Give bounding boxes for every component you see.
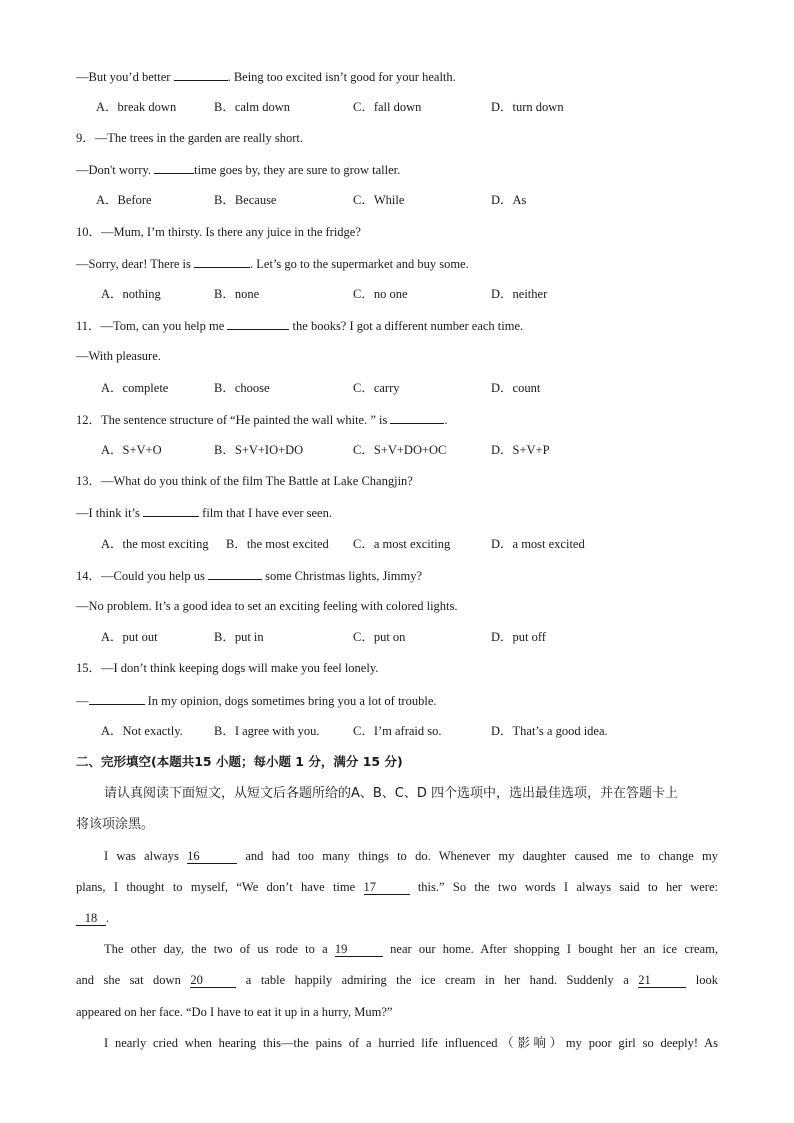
q10-text-a: —Sorry, dear! There is bbox=[76, 257, 195, 271]
passage-p3-line1: I nearly cried when hearing this—the pains of a hurried life influenced（影响）my poor girl so deeply! As bbox=[104, 1036, 718, 1050]
q12-answer-blank[interactable] bbox=[390, 411, 444, 424]
q14-response: —No problem. It’s a good idea to set an exciting feeling with colored lights. bbox=[76, 599, 458, 613]
q14-text-a: 14．—Could you help us bbox=[76, 569, 208, 583]
q15-text-a: — bbox=[76, 694, 89, 708]
q12-option-b[interactable]: B．S+V+IO+DO bbox=[214, 443, 304, 457]
q13-option-c[interactable]: C．a most exciting bbox=[353, 537, 451, 551]
q15-response-line bbox=[76, 692, 437, 709]
passage-text: look bbox=[686, 973, 719, 987]
passage-text: a table happily admiring the ice cream in her hand. Suddenly a bbox=[236, 973, 639, 987]
passage-text: The other day, the two of us rode to a bbox=[104, 942, 335, 956]
q11-answer-blank[interactable] bbox=[227, 317, 289, 330]
q12-question-line bbox=[76, 411, 448, 428]
q8-options bbox=[0, 99, 794, 115]
q14-answer-blank[interactable] bbox=[208, 567, 262, 580]
q15-text-b: In my opinion, dogs sometimes bring you a lot of trouble. bbox=[144, 694, 437, 708]
cloze-blank-16[interactable]: 16 bbox=[187, 849, 237, 864]
q11-text-a: 11．—Tom, can you help me bbox=[76, 319, 228, 333]
q15-option-d[interactable]: D．That’s a good idea. bbox=[491, 724, 608, 738]
q11-option-d[interactable]: D．count bbox=[491, 381, 541, 395]
q8-option-a[interactable]: A．break down bbox=[96, 100, 177, 114]
q14-option-b[interactable]: B．put in bbox=[214, 630, 264, 644]
q13-response-line bbox=[76, 504, 332, 521]
passage-text: plans, I thought to myself, “We don’t have time bbox=[76, 880, 364, 894]
cloze-blank-21[interactable]: 21 bbox=[638, 973, 686, 988]
q9-option-b[interactable]: B．Because bbox=[214, 193, 277, 207]
q8-text-a: —But you’d better bbox=[76, 70, 174, 84]
q14-option-c[interactable]: C．put on bbox=[353, 630, 406, 644]
passage-text: near our home. After shopping I bought her an ice cream, bbox=[382, 942, 718, 956]
passage-p2-line1 bbox=[104, 941, 718, 957]
q13-answer-blank[interactable] bbox=[143, 504, 199, 517]
q9-options bbox=[0, 192, 794, 208]
q15-question: 15．—I don’t think keeping dogs will make you feel lonely. bbox=[76, 661, 379, 675]
cloze-blank-19[interactable]: 19 bbox=[335, 942, 383, 957]
passage-p1-line3 bbox=[76, 910, 718, 926]
q12-option-d[interactable]: D．S+V+P bbox=[491, 443, 550, 457]
q8-option-c[interactable]: C．fall down bbox=[353, 100, 422, 114]
q15-answer-blank[interactable] bbox=[89, 692, 145, 705]
q14-options bbox=[0, 629, 794, 645]
q13-option-a[interactable]: A．the most exciting bbox=[101, 537, 209, 551]
q10-question: 10．—Mum, I’m thirsty. Is there any juice in the fridge? bbox=[76, 225, 361, 239]
q11-response: —With pleasure. bbox=[76, 349, 161, 363]
passage-p2-line3: appeared on her face. “Do I have to eat it up in a hurry, Mum?” bbox=[76, 1005, 393, 1019]
q15-option-b[interactable]: B．I agree with you. bbox=[214, 724, 320, 738]
q10-option-d[interactable]: D．neither bbox=[491, 287, 548, 301]
instructions-line-2: 将该项涂黑。 bbox=[76, 817, 155, 832]
passage-p1-line1 bbox=[104, 848, 718, 864]
passage-text: this.” So the two words I always said to her were: bbox=[409, 880, 718, 894]
cloze-blank-17[interactable]: 17 bbox=[364, 880, 410, 895]
q14-option-a[interactable]: A．put out bbox=[101, 630, 158, 644]
q10-response-line bbox=[76, 255, 469, 272]
q15-option-c[interactable]: C．I’m afraid so. bbox=[353, 724, 442, 738]
q11-option-b[interactable]: B．choose bbox=[214, 381, 270, 395]
q9-answer-blank[interactable] bbox=[154, 161, 194, 174]
q15-option-a[interactable]: A．Not exactly. bbox=[101, 724, 183, 738]
q14-question-line bbox=[76, 567, 422, 584]
q11-options bbox=[0, 380, 794, 396]
instructions-line-1: 请认真阅读下面短文，从短文后各题所给的A、B、C、D 四个选项中，选出最佳选项，并在答题卡上 bbox=[104, 786, 679, 801]
q13-text-b: film that I have ever seen. bbox=[199, 506, 332, 520]
q10-options bbox=[0, 286, 794, 302]
q9-option-c[interactable]: C．While bbox=[353, 193, 405, 207]
q8-option-d[interactable]: D．turn down bbox=[491, 100, 564, 114]
q10-answer-blank[interactable] bbox=[194, 255, 250, 268]
q11-option-c[interactable]: C．carry bbox=[353, 381, 400, 395]
q10-option-b[interactable]: B．none bbox=[214, 287, 260, 301]
q9-text-a: —Don't worry. bbox=[76, 163, 155, 177]
q9-option-d[interactable]: D．As bbox=[491, 193, 527, 207]
passage-text: . bbox=[106, 911, 110, 925]
q13-options bbox=[0, 536, 794, 552]
q13-question: 13．—What do you think of the film The Battle at Lake Changjin? bbox=[76, 474, 413, 488]
q11-text-b: the books? I got a different number each time. bbox=[289, 319, 524, 333]
q13-text-a: —I think it’s bbox=[76, 506, 144, 520]
q10-option-a[interactable]: A．nothing bbox=[101, 287, 161, 301]
q12-text-b: . bbox=[444, 413, 448, 427]
q11-option-a[interactable]: A．complete bbox=[101, 381, 169, 395]
q11-question-line bbox=[76, 317, 523, 334]
q13-option-d[interactable]: D．a most excited bbox=[491, 537, 585, 551]
q10-text-b: . Let’s go to the supermarket and buy some. bbox=[250, 257, 469, 271]
cloze-blank-18[interactable]: 18 bbox=[76, 911, 106, 926]
q13-option-b[interactable]: B．the most excited bbox=[226, 537, 329, 551]
q8-question-line bbox=[76, 68, 456, 85]
cloze-blank-20[interactable]: 20 bbox=[190, 973, 236, 988]
q12-option-a[interactable]: A．S+V+O bbox=[101, 443, 162, 457]
q8-option-b[interactable]: B．calm down bbox=[214, 100, 291, 114]
q10-option-c[interactable]: C．no one bbox=[353, 287, 408, 301]
q8-text-b: . Being too excited isn’t good for your health. bbox=[227, 70, 456, 84]
q14-text-b: some Christmas lights, Jimmy? bbox=[261, 569, 423, 583]
q9-response-line bbox=[76, 161, 400, 178]
passage-text: and had too many things to do. Whenever my daughter caused me to change my bbox=[237, 849, 718, 863]
q12-option-c[interactable]: C．S+V+DO+OC bbox=[353, 443, 447, 457]
q9-option-a[interactable]: A．Before bbox=[96, 193, 152, 207]
passage-text: I was always bbox=[104, 849, 188, 863]
passage-text: and she sat down bbox=[76, 973, 191, 987]
q9-question: 9．—The trees in the garden are really short. bbox=[76, 131, 303, 145]
passage-p1-line2 bbox=[76, 879, 718, 895]
passage-p2-line2 bbox=[76, 972, 718, 988]
q15-options bbox=[0, 723, 794, 739]
q8-answer-blank[interactable] bbox=[174, 68, 228, 81]
q14-option-d[interactable]: D．put off bbox=[491, 630, 546, 644]
q12-options bbox=[0, 442, 794, 458]
q9-text-b: time goes by, they are sure to grow taller. bbox=[194, 163, 401, 177]
section-heading: 二、完形填空(本题共15 小题；每小题 1 分，满分 15 分) bbox=[76, 754, 403, 769]
q12-text-a: 12．The sentence structure of “He painted the wall white. ” is bbox=[76, 413, 391, 427]
